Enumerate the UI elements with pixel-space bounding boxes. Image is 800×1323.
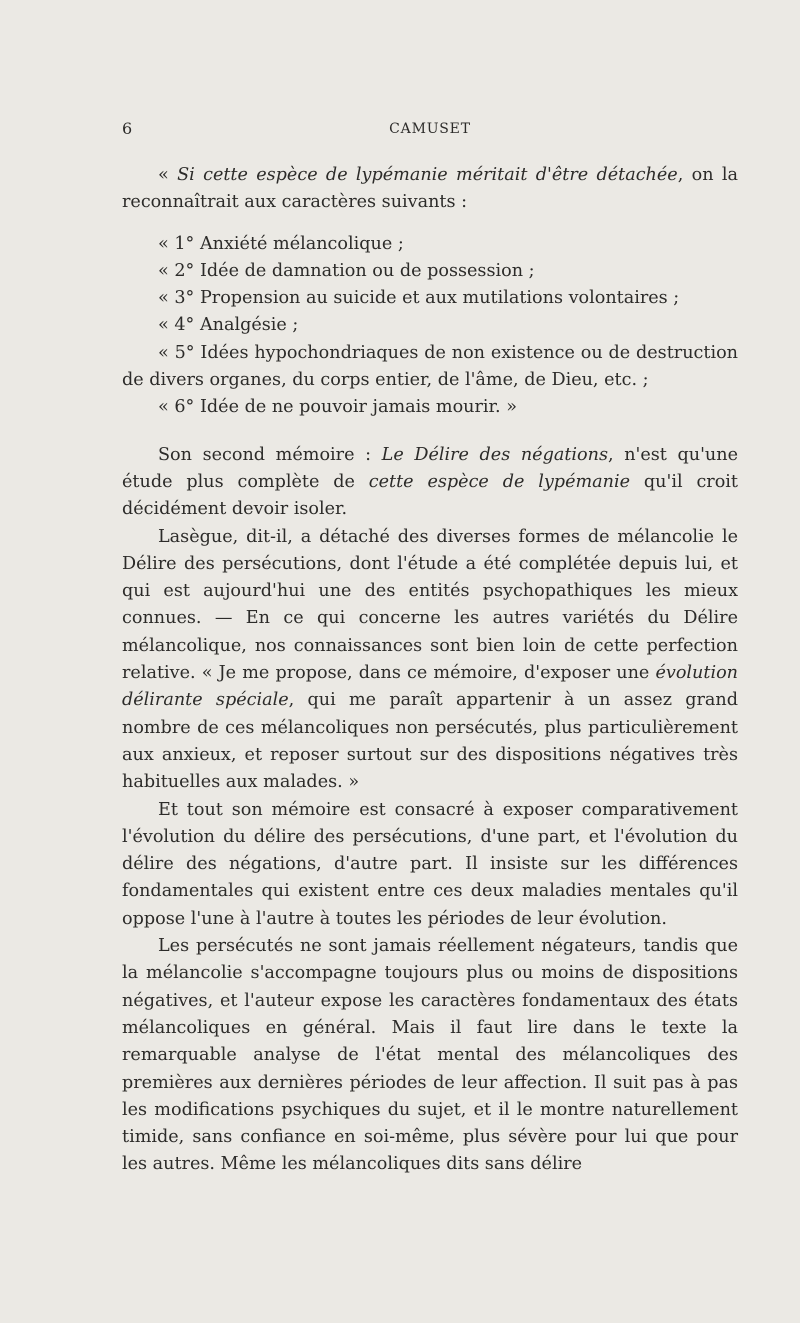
list-item: « 4° Analgésie ; — [158, 315, 299, 336]
text-run: Lasègue, dit-il, a détaché des diverses formes de mélancolie le Délire des persécutions, dont l'étude a été complétée depuis lui, et qui est aujourd'hui une des entités psychopathiques les mieux connues. — En ce qui concerne les autres variétés du Délire mélancolique, nos connaissances sont bien loin de cette perfection relative. « Je me propose, dans ce mémoire, d'exposer une — [122, 526, 738, 684]
page-header — [122, 119, 738, 141]
list-item: « 2° Idée de damnation ou de possession ; — [158, 260, 535, 281]
list-item: « 5° Idées hypochondriaques de non existence ou de destruction de divers organes, du corps entier, de l'âme, de Dieu, etc. ; — [122, 342, 738, 391]
italic-title: Le Délire des négations — [381, 444, 608, 465]
quote-intro — [122, 162, 738, 217]
italic-phrase: évolution délirante spéciale — [122, 663, 738, 711]
paragraph-second-memoir — [122, 442, 738, 524]
quote-open: « — [158, 165, 178, 185]
paragraph-comparison: Et tout son mémoire est consacré à exposer comparativement l'évolution du délire des persécutions, d'une part, et l'évolution du délire des négations, d'autre part. Il insiste sur les différences fondamentales qui existent entre ces deux maladies mentales qu'il oppose l'une à l'autre à toutes les périodes de leur évolution. — [122, 799, 738, 929]
quote-rest: , on la reconnaîtrait aux caractères suivants : — [122, 165, 738, 213]
list-item: « 6° Idée de ne pouvoir jamais mourir. » — [158, 397, 517, 418]
paragraph-lasegue — [122, 524, 738, 797]
list-item: « 3° Propension au suicide et aux mutilations volontaires ; — [158, 288, 680, 309]
paragraph-persecutes: Les persécutés ne sont jamais réellement négateurs, tandis que la mélancolie s'accompagne toujours plus ou moins de dispositions négatives, et l'auteur expose les caractères fondamentaux des états mélancoliques en général. Mais il faut lire dans le texte la remarquable analyse de l'état mental des mélancoliques des premières aux dernières périodes de leur affection. Il suit pas à pas les modifications psychiques du sujet, et il le montre naturellement timide, sans confiance en soi-même, plus sévère pour lui que pour les autres. Même les mélancoliques dits sans délire — [122, 936, 738, 1175]
italic-phrase: cette espèce de lypémanie — [368, 471, 631, 492]
list-item: « 1° Anxiété mélancolique ; — [158, 233, 404, 254]
spacer — [122, 217, 738, 231]
body-text — [122, 162, 738, 1179]
text-run: Son second mémoire : — [158, 444, 382, 465]
running-title: CAMUSET — [389, 121, 471, 137]
spacer — [122, 422, 738, 442]
text-run: , n'est qu'une étude plus complète de — [122, 444, 738, 492]
text-run: , qui me paraît appartenir à un assez grand nombre de ces mélancoliques non persécutés, plus particulièrement aux anxieux, et reposer surtout sur des dispositions négatives très habituelles aux malades. » — [122, 690, 738, 793]
text-run: qu'il croit décidément devoir isoler. — [122, 471, 738, 520]
quote-italic: Si cette espèce de lypémanie méritait d'être détachée — [177, 165, 678, 185]
page-number: 6 — [122, 119, 133, 138]
